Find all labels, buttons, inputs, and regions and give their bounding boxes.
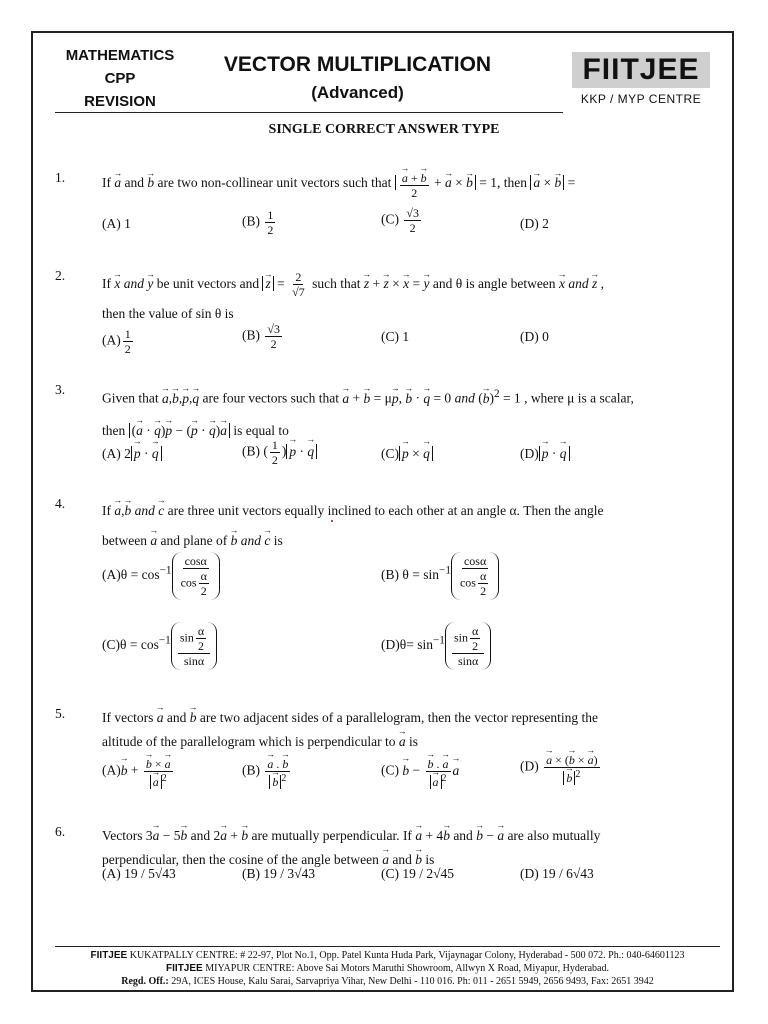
question-number: 4. [55, 496, 66, 511]
footer-line-3: Regd. Off.: 29A, ICES House, Kalu Sarai, Sarvapriya Vihar, New Delhi - 110 016. Ph: 011 - 2651 5949, 2656 9493, Fax: 2651 3942 [121, 976, 654, 987]
question-text: Vectors 3→ a − 5→ b and 2→ a + → b are mutually perpendicular. If → a + 4→ b and → b − → a are also mutually perpendicular, then the cosine of the angle between → a and → b is [102, 822, 720, 870]
question-text: If → x and → y be unit vectors and → z = $\frac{2}{√7}$ such that → z + → z × → x = → y and θ is angle between → x and → z , then the value of sin θ is [102, 266, 720, 329]
q4-option-c: $(C)\theta = \cos^{-1}$ sin $\frac{\alpha}{2}$ sinα [102, 622, 217, 670]
cpp-label: CPP [104, 70, 136, 87]
q2-option-c: (C) 1 [381, 329, 410, 344]
question-2 [55, 266, 720, 326]
question-4 [55, 494, 720, 548]
q1-option-b: (B) $\frac{1}{2}$ [242, 208, 274, 237]
q2-option-a: (A) $\frac{1}{2}$ [102, 327, 131, 356]
question-text: If vectors → a and → b are two adjacent sides of a parallelogram, then the vector representing the altitude of the parallelogram which is perpendicular to → a is [102, 704, 720, 752]
question-number: 2. [55, 268, 66, 283]
q3-option-d: (D)→ p · → q [520, 443, 570, 462]
q3-option-c: (C)→ p × → q [381, 443, 433, 462]
q1-option-d: (D) 2 [520, 216, 549, 231]
question-number: 6. [55, 824, 66, 839]
q1-option-c: (C) $\frac{√3}{2}$ [381, 206, 419, 235]
q4-option-b: (B) $\theta = \sin^{-1}$ cosα cos $\frac{\alpha}{2}$ [381, 552, 499, 600]
fiitjee-logo: FIITJEE [572, 52, 710, 88]
q5-option-d: (D) → a × (→ b × → a) → b $^2$ [520, 750, 602, 785]
question-text: If → a,→ b and → c are three unit vectors equally inclined to each other at an angle α. Then the angle between → a and plane of → b and → c is [102, 494, 720, 554]
q5-option-c: (C) → b − → b . → a → a $^2$ → a [381, 754, 459, 789]
q2-option-d: (D) 0 [520, 329, 549, 344]
subject-label: MATHEMATICS [65, 47, 175, 64]
revision-label: REVISION [84, 93, 156, 110]
q6-option-d: (D) 19 / 6√43 [520, 866, 594, 881]
q2-option-b: (B) $\frac{√3}{2}$ [242, 322, 280, 351]
q6-option-b: (B) 19 / 3√43 [242, 866, 316, 881]
question-number: 3. [55, 382, 66, 397]
header-left-block [55, 44, 185, 113]
centre-label: KKP / MYP CENTRE [580, 92, 702, 106]
page-subtitle: (Advanced) [311, 83, 404, 102]
header-rule [55, 112, 563, 113]
footer-line-2: FIITJEE MIYAPUR CENTRE: Above Sai Motors Maruthi Showroom, Allwyn X Road, Miyapur, Hyderabad. [166, 963, 609, 974]
section-title: SINGLE CORRECT ANSWER TYPE [268, 122, 500, 137]
question-number: 1. [55, 170, 66, 185]
q6-option-c: (C) 19 / 2√45 [381, 866, 455, 881]
page-title: VECTOR MULTIPLICATION [223, 53, 492, 76]
question-number: 5. [55, 706, 66, 721]
footer-line-1: FIITJEE KUKATPALLY CENTRE: # 22-97, Plot No.1, Opp. Patel Kunta Huda Park, Vijaynagar Colony, Hyderabad - 500 072. Ph.: 040-64601123 [90, 950, 685, 961]
q3-option-a: (A) 2→ p · → q [102, 443, 162, 462]
red-mark [331, 520, 333, 522]
q4-option-a: $(A)\theta = \cos^{-1}$ cosα cos $\frac{\alpha}{2}$ [102, 552, 220, 600]
question-6 [55, 822, 720, 866]
q5-option-b: (B) → a . → b → b $^2$ [242, 754, 292, 789]
question-3 [55, 380, 720, 440]
footer [55, 946, 720, 988]
q4-option-d: $(D)\theta= \sin^{-1}$ sin $\frac{\alpha}{2}$ sinα [381, 622, 491, 670]
q6-option-a: (A) 19 / 5√43 [102, 866, 176, 881]
question-text: Given that → a,→ b,→ p,→ q are four vectors such that → a + → b = μ→ p, → b · → q = 0 and (→ b)$^2$ = 1 , where μ is a scalar, then (→ a · → q)→ p − (→ p · → q)→ a is equal to [102, 380, 720, 445]
q3-option-b: (B) ( $\frac{1}{2}$ )→ p · → q [242, 438, 317, 467]
q1-option-a: (A) 1 [102, 216, 131, 231]
question-5 [55, 704, 720, 748]
question-text: If → a and → b are two non-collinear unit vectors such that → $\frac{a + \to b}{2}$ + → a × → b = 1, then → a × → b = [102, 168, 720, 200]
q5-option-a: (A)→ b + → b × → a → a $^2$ [102, 754, 175, 789]
